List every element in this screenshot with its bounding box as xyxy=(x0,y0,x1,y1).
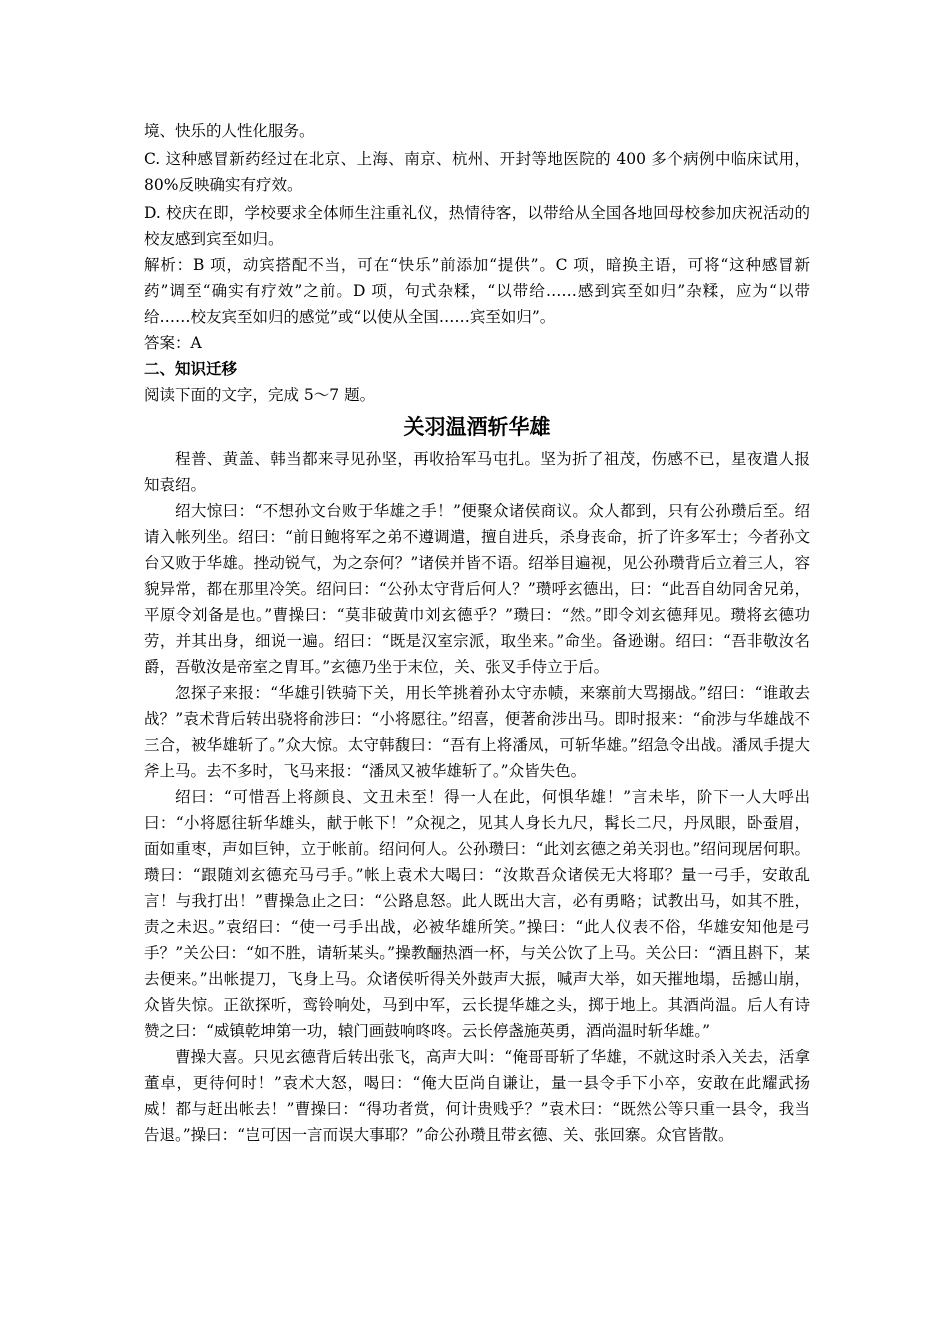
document-page xyxy=(144,118,810,1148)
section-heading: 二、知识迁移 xyxy=(144,360,238,378)
article-title: 关羽温酒斩华雄 xyxy=(403,415,551,439)
article-paragraph: 绍大惊曰：“不想孙文台败于华雄之手！”便聚众诸侯商议。众人都到，只有公孙瓒后至。绍请入帐列坐。绍曰：“前日鲍将军之弟不遵调遣，擅自进兵，杀身丧命，折了许多军士；今者孙文台又败于华雄。挫动锐气，为之奈何？”诸侯并皆不语。绍举目遍视，见公孙瓒背后立着三人，容貌异常，都在那里冷笑。绍问曰：“公孙太守背后何人？”瓒呼玄德出，曰：“此吾自幼同舍兄弟，平原令刘备是也。”曹操曰：“莫非破黄巾刘玄德乎？”瓒曰：“然。”即令刘玄德拜见。瓒将玄德功劳，并其出身，细说一遍。绍曰：“既是汉室宗派，取坐来。”命坐。备逊谢。绍曰：“吾非敬汝名爵，吾敬汝是帝室之胄耳。”玄德乃坐于末位，关、张叉手侍立于后。 xyxy=(144,502,810,676)
option-c: C. 这种感冒新药经过在北京、上海、南京、杭州、开封等地医院的 400 多个病例中临床试用，80%反映确实有疗效。 xyxy=(144,150,810,194)
analysis-text: 解析：B 项，动宾搭配不当，可在“快乐”前添加“提供”。C 项，暗换主语，可将“这种感冒新药”调至“确实有疗效”之前。D 项，句式杂糅，“以带给……感到宾至如归”杂糅，应为“以带给……校友宾至如归的感觉”或“以使从全国……宾至如归”。 xyxy=(144,256,810,326)
article-paragraph: 曹操大喜。只见玄德背后转出张飞，高声大叫：“俺哥哥斩了华雄，不就这时杀入关去，活拿董卓，更待何时！”袁术大怒，喝曰：“俺大臣尚自谦让，量一县令手下小卒，安敢在此耀武扬威！都与赶出帐去！”曹操曰：“得功者赏，何计贵贱乎？”袁术曰：“既然公等只重一县令，我当告退。”操曰：“岂可因一言而误大事耶？”命公孙瓒且带玄德、关、张回寨。众官皆散。 xyxy=(144,1048,810,1144)
article-paragraph: 程普、黄盖、韩当都来寻见孙坚，再收拾军马屯扎。坚为折了祖茂，伤感不已，星夜遣人报知袁绍。 xyxy=(144,450,810,494)
option-d: D. 校庆在即，学校要求全体师生注重礼仪，热情待客，以带给从全国各地回母校参加庆祝活动的校友感到宾至如归。 xyxy=(144,204,810,248)
article-paragraph: 忽探子来报：“华雄引铁骑下关，用长竿挑着孙太守赤帻，来寨前大骂搦战。”绍曰：“谁敢去战？”袁术背后转出骁将俞涉曰：“小将愿往。”绍喜，便著俞涉出马。即时报来：“俞涉与华雄战不三合，被华雄斩了。”众大惊。太守韩馥曰：“吾有上将潘凤，可斩华雄。”绍急令出战。潘凤手提大斧上马。去不多时，飞马来报：“潘凤又被华雄斩了。”众皆失色。 xyxy=(144,684,810,780)
article-paragraph: 绍曰：“可惜吾上将颜良、文丑未至！得一人在此，何惧华雄！”言未毕，阶下一人大呼出曰：“小将愿往斩华雄头，献于帐下！”众视之，见其人身长九尺，髯长二尺，丹凤眼，卧蚕眉，面如重枣，声如巨钟，立于帐前。绍问何人。公孙瓒曰：“此刘玄德之弟关羽也。”绍问现居何职。瓒曰：“跟随刘玄德充马弓手。”帐上袁术大喝曰：“汝欺吾众诸侯无大将耶？量一弓手，安敢乱言！与我打出！”曹操急止之曰：“公路息怒。此人既出大言，必有勇略；试教出马，如其不胜，责之未迟。”袁绍曰：“使一弓手出战，必被华雄所笑。”操曰：“此人仪表不俗，华雄安知他是弓手？”关公曰：“如不胜，请斩某头。”操教酾热酒一杯，与关公饮了上马。关公曰：“酒且斟下，某去便来。”出帐提刀，飞身上马。众诸侯听得关外鼓声大振，喊声大举，如天摧地塌，岳撼山崩，众皆失惊。正欲探听，鸾铃响处，马到中军，云长提华雄之头，掷于地上。其酒尚温。后人有诗赞之曰：“威镇乾坤第一功，辕门画鼓响咚咚。云长停盏施英勇，酒尚温时斩华雄。” xyxy=(144,788,810,1040)
section-instruction: 阅读下面的文字，完成 5～7 题。 xyxy=(144,386,376,404)
continuation-line: 境、快乐的人性化服务。 xyxy=(144,122,315,140)
answer-text: 答案：A xyxy=(144,334,202,352)
